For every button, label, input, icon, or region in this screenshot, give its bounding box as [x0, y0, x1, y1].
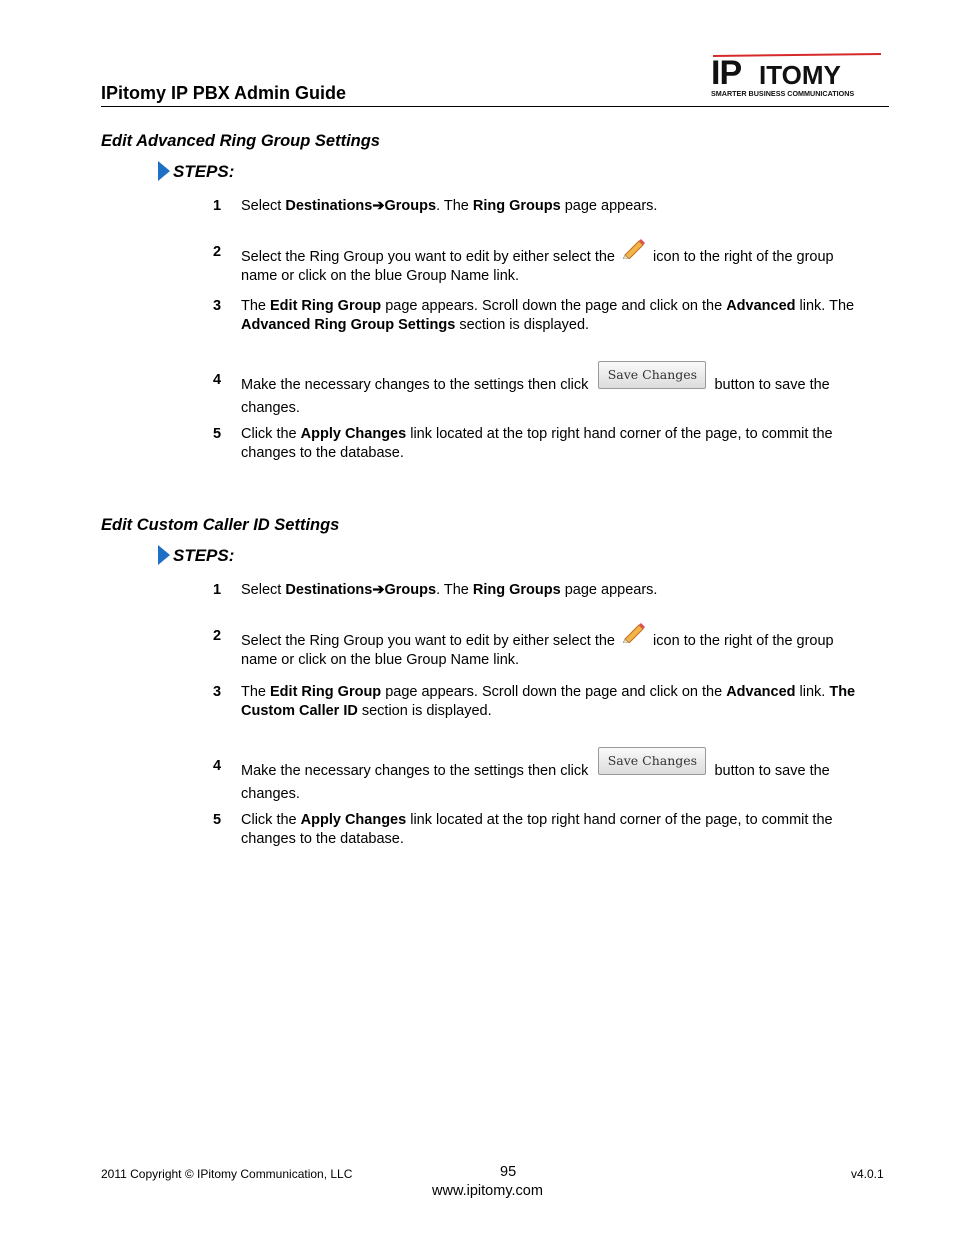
- step-text: The Edit Ring Group page appears. Scroll down the page and click on the Advanced link. The Advanced Ring Group Settings section is displayed.: [241, 298, 855, 333]
- svg-text:SMARTER BUSINESS COMMUNICATION: SMARTER BUSINESS COMMUNICATIONS: [711, 89, 855, 98]
- step-number: 2: [213, 244, 222, 260]
- pencil-edit-icon: [621, 237, 647, 259]
- step-number: 3: [213, 298, 222, 314]
- document-title: IPitomy IP PBX Admin Guide: [101, 83, 347, 103]
- svg-text:ITOMY: ITOMY: [759, 60, 841, 90]
- header-divider: [101, 106, 889, 107]
- step-text: Select Destinations➔Groups. The Ring Groups page appears.: [241, 198, 658, 214]
- footer-url: www.ipitomy.com: [432, 1183, 543, 1199]
- step-text: Click the Apply Changes link located at the top right hand corner of the page, to commit the changes to the database.: [241, 812, 833, 847]
- step-number: 5: [213, 426, 222, 442]
- section-heading: Edit Custom Caller ID Settings: [101, 516, 340, 534]
- step-number: 3: [213, 684, 222, 700]
- footer-version: v4.0.1: [851, 1167, 884, 1181]
- step-text: Make the necessary changes to the settings then click Save Changes button to save the changes.: [241, 371, 871, 418]
- steps-arrow-icon: [157, 160, 171, 182]
- step-number: 4: [213, 372, 222, 388]
- page-number: 95: [500, 1164, 517, 1180]
- step-text: Click the Apply Changes link located at the top right hand corner of the page, to commit the changes to the database.: [241, 426, 833, 461]
- step-number: 1: [213, 582, 222, 598]
- save-changes-button[interactable]: Save Changes: [598, 361, 706, 389]
- save-changes-button[interactable]: Save Changes: [598, 747, 706, 775]
- section-heading: Edit Advanced Ring Group Settings: [101, 132, 380, 150]
- pencil-edit-icon: [621, 621, 647, 643]
- footer-copyright: 2011 Copyright © IPitomy Communication, LLC: [101, 1167, 353, 1181]
- steps-arrow-icon: [157, 544, 171, 566]
- step-number: 4: [213, 758, 222, 774]
- step-text: Select Destinations➔Groups. The Ring Groups page appears.: [241, 582, 658, 598]
- svg-text:IP: IP: [711, 54, 742, 92]
- step-number: 5: [213, 812, 222, 828]
- step-text: Make the necessary changes to the settings then click Save Changes button to save the changes.: [241, 757, 871, 804]
- step-number: 1: [213, 198, 222, 214]
- step-text: Select the Ring Group you want to edit by either select the icon to the right of the group name or click on the blue Group Name link.: [241, 627, 871, 669]
- step-text: The Edit Ring Group page appears. Scroll down the page and click on the Advanced link. The Custom Caller ID section is displayed.: [241, 684, 856, 719]
- step-number: 2: [213, 628, 222, 644]
- ipitomy-logo: [709, 50, 887, 100]
- step-text: Select the Ring Group you want to edit by either select the icon to the right of the group name or click on the blue Group Name link.: [241, 243, 871, 285]
